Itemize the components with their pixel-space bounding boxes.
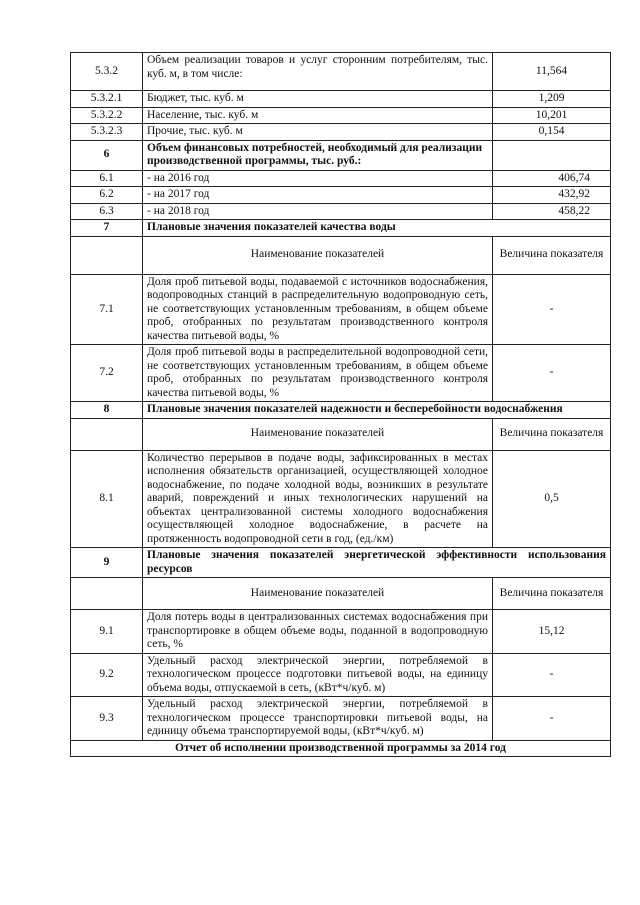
section-title: Объем финансовых потребностей, необходимый для реализации производственной программы, тыс. руб.:	[143, 140, 493, 170]
row-value: -	[493, 274, 611, 345]
column-header-name: Наименование показателей	[143, 236, 493, 274]
row-value: 458,22	[493, 203, 611, 220]
column-header-value: Величина показателя	[493, 236, 611, 274]
section-number: 8	[71, 402, 143, 419]
row-text: - на 2017 год	[143, 187, 493, 204]
column-header-name: Наименование показателей	[143, 578, 493, 610]
row-value: -	[493, 653, 611, 697]
row-value: -	[493, 345, 611, 402]
table-row	[71, 203, 611, 220]
table-row	[71, 274, 611, 345]
row-text: - на 2018 год	[143, 203, 493, 220]
column-header-row	[71, 236, 611, 274]
section-number: 7	[71, 220, 143, 237]
section-number: 9	[71, 548, 143, 578]
section-row	[71, 548, 611, 578]
row-value: -	[493, 697, 611, 741]
section-title: Плановые значения показателей качества воды	[143, 220, 611, 237]
row-text: Прочие, тыс. куб. м	[143, 124, 493, 141]
table-row	[71, 653, 611, 697]
table-row	[71, 450, 611, 548]
row-number: 6.2	[71, 187, 143, 204]
row-value: 1,209	[493, 91, 611, 108]
row-text: Количество перерывов в подаче воды, зафиксированных в местах исполнения обязательств организацией, осуществляющей холодное водоснабжение, по подаче холодной воды, возникших в результате аварий, повреждений и иных технологических нарушений на объектах централизованной системы холодного водоснабжения осуществляющей холодное водоснабжение, в расчете на протяженность водопроводной сети в год, (ед./км)	[143, 450, 493, 548]
table-row	[71, 107, 611, 124]
section-row	[71, 402, 611, 419]
row-text: Бюджет, тыс. куб. м	[143, 91, 493, 108]
footer-row	[71, 740, 611, 757]
report-footer-title: Отчет об исполнении производственной программы за 2014 год	[71, 740, 611, 757]
table-row	[71, 53, 611, 91]
row-value: 0,5	[493, 450, 611, 548]
table-row	[71, 124, 611, 141]
empty-cell	[71, 418, 143, 450]
row-value: 11,564	[493, 53, 611, 91]
program-table	[70, 52, 611, 757]
row-text: Доля проб питьевой воды, подаваемой с источников водоснабжения, водопроводных станций в распределительную водопроводную сеть, не соответствующих установленным требованиям, в общем объеме проб, отобранных по результатам производственного контроля качества питьевой воды, %	[143, 274, 493, 345]
column-header-row	[71, 578, 611, 610]
row-text: Население, тыс. куб. м	[143, 107, 493, 124]
section-title: Плановые значения показателей надежности и бесперебойности водоснабжения	[143, 402, 611, 419]
empty-cell	[71, 578, 143, 610]
empty-cell	[71, 236, 143, 274]
table-row	[71, 187, 611, 204]
row-text: - на 2016 год	[143, 170, 493, 187]
column-header-name: Наименование показателей	[143, 418, 493, 450]
row-text: Удельный расход электрической энергии, потребляемой в технологическом процессе транспортировки питьевой воды, на единицу объема транспортируемой воды, (кВт*ч/куб. м)	[143, 697, 493, 741]
table-row	[71, 345, 611, 402]
document-page	[70, 52, 610, 757]
section-row	[71, 220, 611, 237]
row-number: 9.2	[71, 653, 143, 697]
column-header-row	[71, 418, 611, 450]
row-number: 7.1	[71, 274, 143, 345]
row-text: Удельный расход электрической энергии, потребляемой в технологическом процессе подготовки питьевой воды, на единицу объема воды, отпускаемой в сеть, (кВт*ч/куб. м)	[143, 653, 493, 697]
row-number: 9.3	[71, 697, 143, 741]
row-number: 5.3.2	[71, 53, 143, 91]
column-header-value: Величина показателя	[493, 578, 611, 610]
row-number: 6.1	[71, 170, 143, 187]
row-value: 15,12	[493, 610, 611, 654]
row-value: 10,201	[493, 107, 611, 124]
row-number: 5.3.2.1	[71, 91, 143, 108]
empty-cell	[493, 140, 611, 170]
table-row	[71, 697, 611, 741]
row-number: 9.1	[71, 610, 143, 654]
row-value: 0,154	[493, 124, 611, 141]
row-number: 7.2	[71, 345, 143, 402]
section-number: 6	[71, 140, 143, 170]
row-text: Объем реализации товаров и услуг сторонним потребителям, тыс. куб. м, в том числе:	[143, 53, 493, 91]
section-row	[71, 140, 611, 170]
row-value: 406,74	[493, 170, 611, 187]
row-number: 5.3.2.2	[71, 107, 143, 124]
row-text: Доля потерь воды в централизованных системах водоснабжения при транспортировке в общем объеме воды, поданной в водопроводную сеть, %	[143, 610, 493, 654]
table-row	[71, 610, 611, 654]
table-row	[71, 91, 611, 108]
row-number: 8.1	[71, 450, 143, 548]
row-value: 432,92	[493, 187, 611, 204]
table-row	[71, 170, 611, 187]
column-header-value: Величина показателя	[493, 418, 611, 450]
row-number: 6.3	[71, 203, 143, 220]
section-title: Плановые значения показателей энергетической эффективности использования ресурсов	[143, 548, 611, 578]
row-text: Доля проб питьевой воды в распределительной водопроводной сети, не соответствующих установленным требованиям, в общем объеме проб, отобранных по результатам производственного контроля качества питьевой воды, %	[143, 345, 493, 402]
row-number: 5.3.2.3	[71, 124, 143, 141]
